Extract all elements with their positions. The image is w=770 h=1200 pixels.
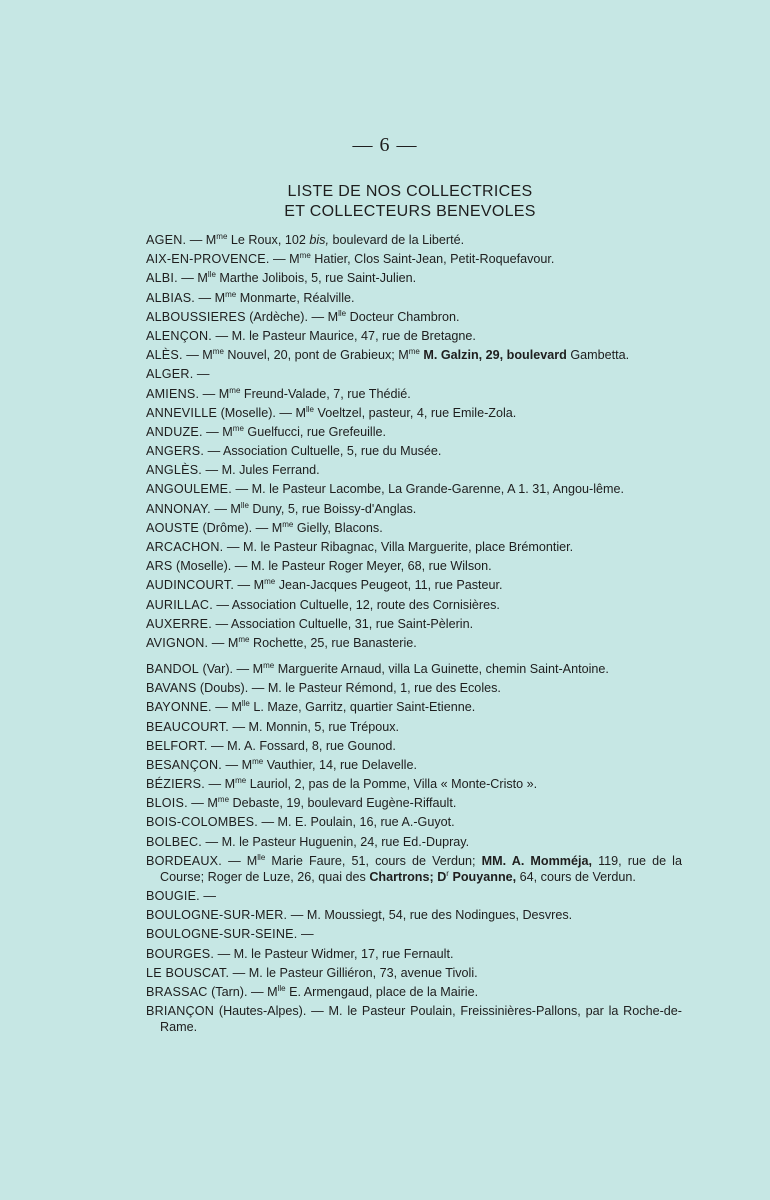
list-item bbox=[146, 328, 682, 344]
entry-text: 119, rue de la Course; Roger de Luze, 26, quai des bbox=[160, 853, 682, 884]
place-name: BÉZIERS. bbox=[146, 777, 205, 792]
entry-text: — M bbox=[221, 757, 253, 772]
entry-text: Chartrons; D bbox=[369, 869, 447, 884]
entry-text: L. Maze, Garritz, quartier Saint-Etienne. bbox=[249, 700, 476, 715]
place-name: AMIENS. bbox=[146, 386, 200, 401]
place-name: AGEN. bbox=[146, 233, 187, 247]
list-item bbox=[146, 290, 682, 306]
entry-text: — M bbox=[182, 348, 213, 363]
entry-text: — bbox=[199, 889, 216, 903]
list-item bbox=[146, 597, 682, 613]
place-name: AUDINCOURT. bbox=[146, 578, 235, 593]
list-item bbox=[146, 501, 682, 517]
entry-text: Guelfucci, rue Grefeuille. bbox=[243, 424, 386, 439]
entry-text: — M bbox=[177, 271, 208, 286]
place-name: ALÈS. bbox=[146, 348, 183, 363]
list-item bbox=[146, 719, 682, 735]
list-item bbox=[146, 424, 682, 440]
entry-text: — M. le Pasteur Maurice, 47, rue de Bretagne. bbox=[211, 328, 476, 343]
entry-text: — M. le Pasteur Huguenin, 24, rue Ed.-Dupray. bbox=[202, 834, 470, 849]
list-item bbox=[146, 757, 682, 773]
entry-text: — Association Cultuelle, 5, rue du Musée. bbox=[204, 444, 442, 459]
entry-text: (Moselle). — M. le Pasteur Roger Meyer, 68, rue Wilson. bbox=[172, 559, 492, 574]
place-name: BRASSAC bbox=[146, 984, 208, 999]
title-abbrev: r bbox=[446, 868, 449, 878]
list-item bbox=[146, 347, 682, 363]
list-item bbox=[146, 481, 682, 497]
entry-text: boulevard de la Liberté. bbox=[328, 233, 465, 247]
entry-text: (Ardèche). — M bbox=[245, 309, 339, 324]
place-name: BAVANS bbox=[146, 681, 197, 696]
place-name: ANGLÈS. bbox=[146, 463, 202, 478]
entry-text: — M. le Pasteur Widmer, 17, rue Fernault. bbox=[214, 946, 454, 961]
title-abbrev: me bbox=[229, 385, 241, 395]
list-item bbox=[146, 558, 682, 574]
place-name: ALBIAS. bbox=[146, 290, 196, 305]
list-item bbox=[146, 926, 682, 942]
list-item bbox=[146, 965, 682, 981]
entry-text: (Doubs). — M. le Pasteur Rémond, 1, rue des Ecoles. bbox=[196, 681, 501, 696]
title-abbrev: lle bbox=[207, 270, 216, 280]
list-item bbox=[146, 834, 682, 850]
entry-text: Gielly, Blacons. bbox=[293, 520, 383, 535]
list-item bbox=[146, 309, 682, 325]
entry-text: Le Roux, 102 bbox=[227, 233, 310, 247]
entry-text: — M. le Pasteur Lacombe, La Grande-Garenne, A 1. 31, Angou-lême. bbox=[231, 482, 625, 497]
entry-text: Rochette, 25, rue Banasterie. bbox=[249, 635, 417, 650]
list-item bbox=[146, 577, 682, 593]
entry-text: — Association Cultuelle, 12, route des Cornisières. bbox=[212, 597, 500, 612]
place-name: ARCACHON. bbox=[146, 540, 224, 554]
entry-text: (Var). — M bbox=[199, 661, 264, 676]
list-item bbox=[146, 616, 682, 632]
entry-text: Pouyanne, bbox=[448, 869, 517, 884]
place-name: BORDEAUX. bbox=[146, 853, 222, 868]
entry-text: Marthe Jolibois, 5, rue Saint-Julien. bbox=[215, 271, 417, 286]
entry-text: Hatier, Clos Saint-Jean, Petit-Roquefavour. bbox=[310, 252, 555, 267]
place-name: BOIS-COLOMBES. bbox=[146, 815, 258, 830]
entry-text: — M bbox=[221, 853, 258, 868]
title-abbrev: me bbox=[235, 776, 247, 786]
place-name: ALBI. bbox=[146, 271, 178, 286]
entry-text: — M. E. Poulain, 16, rue A.-Guyot. bbox=[257, 815, 455, 830]
entry-text: Voeltzel, pasteur, 4, rue Emile-Zola. bbox=[314, 405, 517, 420]
entry-text: — M. A. Fossard, 8, rue Gounod. bbox=[207, 738, 396, 753]
entry-text: — M bbox=[195, 290, 226, 305]
title-abbrev: me bbox=[408, 347, 420, 357]
place-name: AURILLAC. bbox=[146, 597, 213, 612]
entry-text: Freund-Valade, 7, rue Thédié. bbox=[240, 386, 411, 401]
entry-text: — M bbox=[186, 233, 217, 247]
list-item bbox=[146, 405, 682, 421]
list-item bbox=[146, 853, 682, 885]
place-name: ANGOULEME. bbox=[146, 482, 232, 497]
collector-list bbox=[146, 232, 682, 1038]
entry-text: E. Armengaud, place de la Mairie. bbox=[285, 984, 479, 999]
entry-text: — M. le Pasteur Gilliéron, 73, avenue Tivoli. bbox=[229, 965, 478, 980]
list-item bbox=[146, 635, 682, 651]
title-abbrev: me bbox=[299, 251, 311, 261]
place-name: BESANÇON. bbox=[146, 757, 222, 772]
title-abbrev: lle bbox=[277, 983, 286, 993]
list-item bbox=[146, 366, 682, 382]
entry-text: Debaste, 19, boulevard Eugène-Riffault. bbox=[229, 796, 457, 811]
entry-text: (Drôme). — M bbox=[198, 520, 283, 535]
entry-text: Jean-Jacques Peugeot, 11, rue Pasteur. bbox=[275, 578, 503, 593]
list-item bbox=[146, 907, 682, 923]
entry-text: 64, cours de Verdun. bbox=[516, 869, 636, 884]
place-name: BRIANÇON bbox=[146, 1004, 215, 1019]
place-name: BANDOL bbox=[146, 661, 199, 676]
place-name: AVIGNON. bbox=[146, 635, 209, 650]
list-item bbox=[146, 946, 682, 962]
place-name: BOUGIE. bbox=[146, 889, 200, 903]
entry-text: (Moselle). — M bbox=[217, 405, 306, 420]
title-abbrev: me bbox=[232, 423, 244, 433]
title-abbrev: lle bbox=[257, 852, 266, 862]
list-item bbox=[146, 386, 682, 402]
place-name: BOULOGNE-SUR-SEINE. bbox=[146, 927, 298, 942]
entry-text: Duny, 5, rue Boissy-d'Anglas. bbox=[248, 501, 417, 516]
entry-text: MM. A. Momméja, bbox=[481, 853, 592, 868]
entry-text: Docteur Chambron. bbox=[346, 309, 460, 324]
place-name: ANDUZE. bbox=[146, 424, 203, 439]
entry-text: — M bbox=[205, 777, 236, 792]
entry-text: M. Galzin, 29, boulevard bbox=[419, 348, 567, 363]
entry-text: Monmarte, Réalville. bbox=[236, 290, 355, 305]
place-name: AIX-EN-PROVENCE. bbox=[146, 252, 270, 267]
title-abbrev: me bbox=[264, 577, 276, 587]
entry-text: — M bbox=[202, 424, 233, 439]
place-name: BELFORT. bbox=[146, 738, 208, 753]
title-abbrev: me bbox=[216, 232, 228, 241]
place-name: BAYONNE. bbox=[146, 700, 212, 715]
entry-text: — M. le Pasteur Ribagnac, Villa Marguerite, place Brémontier. bbox=[223, 540, 574, 554]
page-number: — 6 — bbox=[352, 134, 418, 156]
entry-text: — M bbox=[211, 700, 242, 715]
list-item bbox=[146, 270, 682, 286]
entry-text: Marguerite Arnaud, villa La Guinette, chemin Saint-Antoine. bbox=[274, 661, 609, 676]
entry-text: — M bbox=[210, 501, 241, 516]
place-name: BOURGES. bbox=[146, 946, 215, 961]
title-abbrev: lle bbox=[240, 500, 249, 510]
list-item bbox=[146, 443, 682, 459]
place-name: ALGER. bbox=[146, 367, 194, 382]
list-item bbox=[146, 232, 682, 248]
list-item bbox=[146, 795, 682, 811]
heading-line-1: LISTE DE NOS COLLECTRICES bbox=[287, 183, 533, 200]
title-abbrev: me bbox=[217, 795, 230, 805]
heading-line-2: ET COLLECTEURS BENEVOLES bbox=[284, 203, 536, 220]
list-item bbox=[146, 814, 682, 830]
place-name: AOUSTE bbox=[146, 520, 199, 535]
title-abbrev: me bbox=[252, 756, 264, 766]
list-item bbox=[146, 776, 682, 792]
place-name: ANGERS. bbox=[146, 444, 205, 459]
place-name: ALBOUSSIERES bbox=[146, 309, 246, 324]
list-item bbox=[146, 661, 682, 677]
title-abbrev: me bbox=[282, 519, 294, 529]
list-item bbox=[146, 251, 682, 267]
title-abbrev: me bbox=[225, 289, 237, 299]
title-abbrev: lle bbox=[305, 404, 314, 414]
title-abbrev: lle bbox=[241, 699, 250, 709]
list-item bbox=[146, 984, 682, 1000]
entry-text: — M bbox=[187, 796, 218, 811]
place-name: BOLBEC. bbox=[146, 834, 202, 849]
title-abbrev: me bbox=[238, 634, 250, 644]
place-name: ANNEVILLE bbox=[146, 405, 218, 420]
entry-text: — bbox=[297, 927, 314, 942]
place-name: ARS bbox=[146, 559, 173, 574]
place-name: BLOIS. bbox=[146, 796, 188, 811]
list-item bbox=[146, 699, 682, 715]
entry-text: — M. Monnin, 5, rue Trépoux. bbox=[228, 719, 400, 734]
entry-text: — M bbox=[269, 252, 300, 267]
entry-text: — M bbox=[234, 578, 265, 593]
list-item bbox=[146, 520, 682, 536]
entry-text: Nouvel, 20, pont de Grabieux; M bbox=[223, 348, 409, 363]
list-item bbox=[146, 680, 682, 696]
entry-text: (Hautes-Alpes). — M. le Pasteur Poulain, Freissinières-Pallons, par la Roche-de-Rame. bbox=[160, 1004, 682, 1035]
entry-text: (Tarn). — M bbox=[207, 984, 278, 999]
title-abbrev: me bbox=[212, 347, 224, 357]
list-item bbox=[146, 539, 682, 555]
entry-text: — bbox=[193, 367, 210, 382]
entry-text: — M bbox=[199, 386, 230, 401]
page-heading bbox=[0, 182, 770, 222]
list-item bbox=[146, 1003, 682, 1035]
place-name: BEAUCOURT. bbox=[146, 719, 229, 734]
entry-text: — Association Cultuelle, 31, rue Saint-Pèlerin. bbox=[211, 616, 474, 631]
place-name: ANNONAY. bbox=[146, 501, 211, 516]
entry-text: — M. Jules Ferrand. bbox=[202, 463, 320, 478]
entry-text: — M. Moussiegt, 54, rue des Nodingues, Desvres. bbox=[287, 908, 573, 923]
place-name: LE BOUSCAT. bbox=[146, 965, 230, 980]
place-name: ALENÇON. bbox=[146, 328, 212, 343]
list-item bbox=[146, 462, 682, 478]
entry-text: — M bbox=[208, 635, 239, 650]
entry-text: Marie Faure, 51, cours de Verdun; bbox=[265, 853, 482, 868]
entry-text: Lauriol, 2, pas de la Pomme, Villa « Monte-Cristo ». bbox=[246, 777, 538, 792]
list-item bbox=[146, 888, 682, 904]
entry-text: bis, bbox=[309, 233, 329, 247]
list-item bbox=[146, 738, 682, 754]
entry-text: Gambetta. bbox=[566, 348, 630, 363]
place-name: AUXERRE. bbox=[146, 616, 212, 631]
place-name: BOULOGNE-SUR-MER. bbox=[146, 908, 288, 923]
entry-text: Vauthier, 14, rue Delavelle. bbox=[263, 757, 417, 772]
title-abbrev: lle bbox=[338, 308, 347, 318]
title-abbrev: me bbox=[263, 660, 275, 670]
